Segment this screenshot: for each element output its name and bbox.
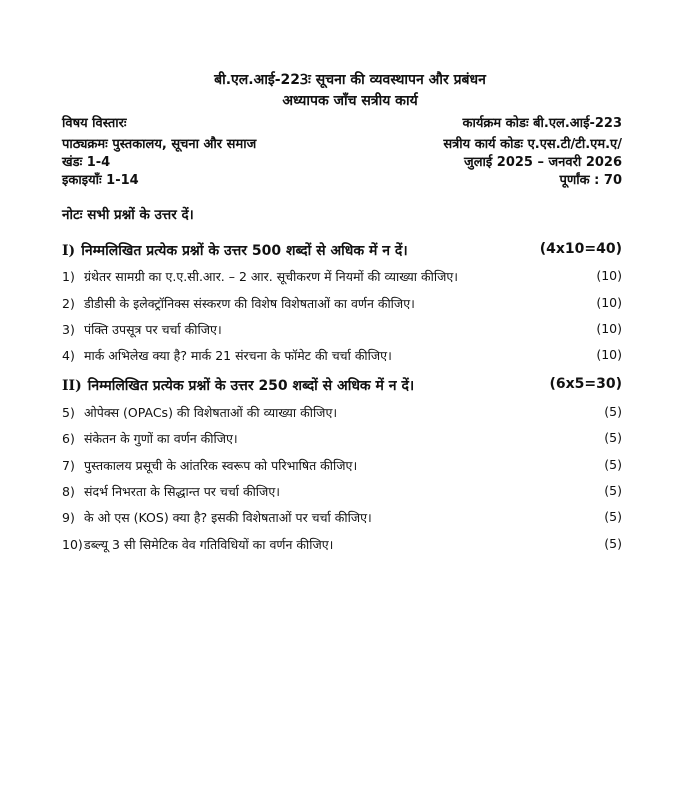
question-number: 2) [62, 296, 75, 311]
document-subtitle: अध्यापक जाँच सत्रीय कार्य [282, 93, 418, 109]
question-text: डीडीसी के इलेक्ट्रॉनिक्स संस्करण की विशेष विशेषताओं का वर्णन कीजिए। [84, 296, 415, 311]
question-text: संदर्भ निभरता के सिद्धान्त पर चर्चा कीजिए। [84, 484, 280, 499]
course-name: पाठ्यक्रमः पुस्तकालय, सूचना और समाज [62, 137, 257, 152]
section-instruction: निम्मलिखित प्रत्येक प्रश्नों के उत्तर 500 शब्दों से अधिक में न दें। [81, 243, 408, 259]
question-number: 4) [62, 348, 75, 363]
question-marks: (5) [604, 457, 622, 472]
question-marks: (10) [596, 321, 622, 336]
question-text: मार्क अभिलेख क्या है? मार्क 21 संरचना के फॉमेट की चर्चा कीजिए। [84, 348, 392, 363]
question-number: 8) [62, 484, 75, 499]
instruction-note: नोटः सभी प्रश्नों के उत्तर दें। [62, 207, 194, 223]
question-number: 7) [62, 458, 75, 473]
question-number: 1) [62, 269, 75, 284]
question-item [62, 321, 622, 338]
section-heading [62, 376, 622, 395]
question-number: 5) [62, 405, 75, 420]
max-marks: पूर्णांक : 70 [559, 173, 622, 188]
question-marks: (10) [596, 347, 622, 362]
question-text: संकेतन के गुणों का वर्णन कीजिए। [84, 431, 238, 446]
question-item [62, 295, 622, 312]
question-item [62, 509, 622, 526]
question-number: 10) [62, 537, 83, 552]
question-text: के ओ एस (KOS) क्या है? इसकी विशेषताओं पर चर्चा कीजिए। [84, 510, 372, 525]
subject-label: विषय विस्तारः [62, 116, 127, 131]
question-number: 3) [62, 322, 75, 337]
section-numeral: I) [62, 243, 76, 259]
question-number: 9) [62, 510, 75, 525]
question-item [62, 404, 622, 421]
document-title: बी.एल.आई-223ः सूचना की व्यवस्थापन और प्रबंधन [214, 72, 486, 88]
session: जुलाई 2025 – जनवरी 2026 [464, 155, 622, 170]
question-number: 6) [62, 431, 75, 446]
question-item [62, 457, 622, 474]
question-item [62, 536, 622, 553]
question-text: पंक्ति उपसूत्र पर चर्चा कीजिए। [84, 322, 222, 337]
question-marks: (5) [604, 536, 622, 551]
question-marks: (5) [604, 430, 622, 445]
section-marks: (4x10=40) [539, 241, 622, 257]
assignment-code: सत्रीय कार्य कोडः ए.एस.टी/टी.एम.ए/ [443, 137, 622, 152]
question-marks: (5) [604, 483, 622, 498]
units: इकाइयाँः 1-14 [62, 173, 139, 188]
question-item [62, 347, 622, 364]
question-text: डब्ल्यू 3 सी सिमेटिक वेव गतिविधियों का वर्णन कीजिए। [84, 537, 334, 552]
question-marks: (10) [596, 268, 622, 283]
question-marks: (10) [596, 295, 622, 310]
question-text: ओपेक्स (OPACs) की विशेषताओं की व्याख्या कीजिए। [84, 405, 338, 420]
section-marks: (6x5=30) [549, 376, 622, 392]
question-text: ग्रंथेतर सामग्री का ए.ए.सी.आर. – 2 आर. सूचीकरण में नियमों की व्याख्या कीजिए। [84, 269, 458, 284]
question-marks: (5) [604, 404, 622, 419]
question-item [62, 268, 622, 285]
section-numeral: II) [62, 378, 82, 394]
section-instruction: निम्मलिखित प्रत्येक प्रश्नों के उत्तर 250 शब्दों से अधिक में न दें। [87, 378, 415, 394]
blocks: खंडः 1-4 [62, 155, 111, 170]
question-item [62, 430, 622, 447]
section-heading [62, 241, 622, 260]
program-code: कार्यक्रम कोडः बी.एल.आई-223 [462, 116, 622, 131]
question-marks: (5) [604, 509, 622, 524]
question-text: पुस्तकालय प्रसूची के आंतरिक स्वरूप को परिभाषित कीजिए। [84, 458, 358, 473]
question-item [62, 483, 622, 500]
